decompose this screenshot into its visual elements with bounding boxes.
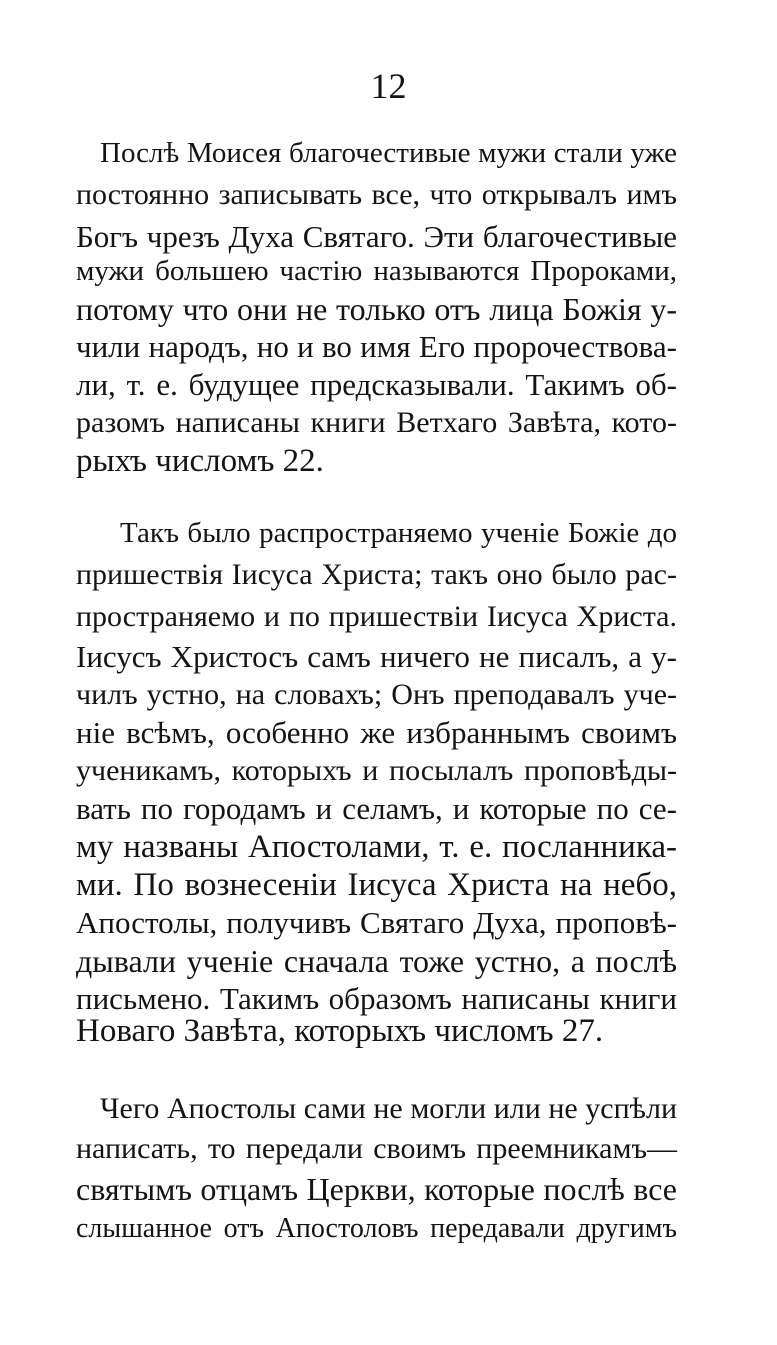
text-line: Апостолы, получивъ Святаго Духа, проповѣ-	[76, 905, 677, 940]
text-line: пространяемо и по пришествіи Іисуса Христа.	[76, 600, 677, 633]
text-line: Іисусъ Христосъ самъ ничего не писалъ, а у-	[76, 639, 677, 674]
text-line: рыхъ числомъ 22.	[76, 443, 324, 479]
text-line: потому что они не только отъ лица Божія у-	[76, 291, 677, 327]
text-line: Новаго Завѣта, которыхъ числомъ 27.	[76, 1013, 604, 1049]
text-line: чилъ устно, на словахъ; Онъ преподавалъ уче-	[76, 678, 677, 711]
text-line: письмено. Такимъ образомъ написаны книги	[76, 981, 677, 1016]
text-line: разомъ написаны книги Ветхаго Завѣта, кото-	[76, 406, 677, 439]
text-line: ніе всѣмъ, особенно же избраннымъ своимъ	[76, 715, 677, 750]
page-number: 12	[370, 66, 407, 106]
text-line: вать по городамъ и селамъ, и которые по се-	[76, 791, 677, 826]
text-line: чили народъ, но и во имя Его пророчествова-	[76, 329, 677, 364]
text-line: Богъ чрезъ Духа Святаго. Эти благочестивые	[76, 219, 677, 254]
text-line: ученикамъ, которыхъ и посылалъ проповѣды-	[76, 754, 677, 787]
text-line: Такъ было распространяемо ученіе Божіе до	[120, 517, 677, 549]
text-line: постоянно записывать все, что открывалъ имъ	[76, 178, 677, 211]
text-line: слышанное отъ Апостоловъ передавали другимъ	[76, 1213, 677, 1244]
text-line: написать, то передали своимъ преемникамъ—	[76, 1132, 677, 1165]
text-line: мужи большею частію называются Пророками,	[76, 255, 677, 287]
text-line: дывали ученіе сначала тоже устно, а послѣ	[76, 943, 677, 979]
text-line: ли, т. е. будущее предсказывали. Такимъ об-	[76, 367, 677, 402]
text-line: пришествія Іисуса Христа; такъ оно было рас-	[76, 558, 677, 591]
text-line: му названы Апостолами, т. е. посланника-	[76, 829, 677, 865]
text-line: Послѣ Моисея благочестивые мужи стали уже	[100, 137, 677, 169]
text-line: святымъ отцамъ Церкви, которые послѣ все	[76, 1171, 677, 1207]
text-line: Чего Апостолы сами не могли или не успѣли	[100, 1092, 677, 1125]
text-line: ми. По вознесеніи Іисуса Христа на небо,	[76, 867, 677, 903]
